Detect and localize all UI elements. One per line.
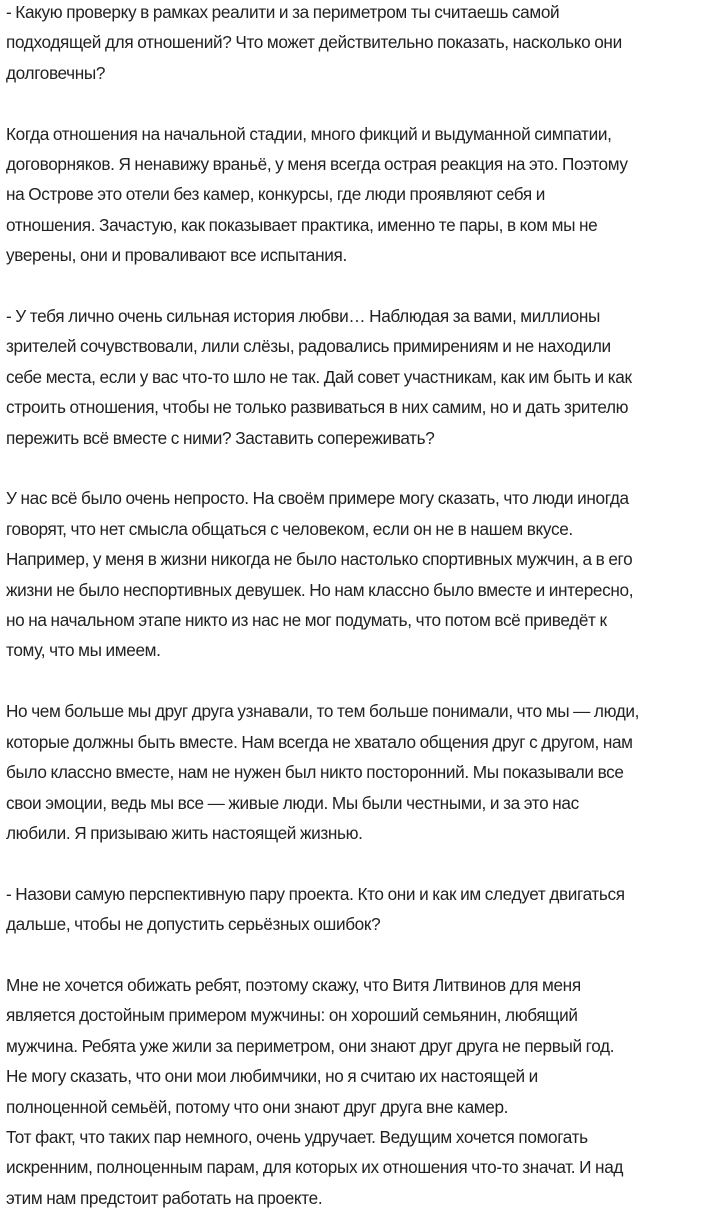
text-line: полноценной семьёй, потому что они знают друг друга вне камер. bbox=[6, 1096, 509, 1117]
text-line: себе места, если у вас что-то шло не так. Дай совет участникам, как им быть и как bbox=[6, 366, 632, 387]
text-line: Тот факт, что таких пар немного, очень удручает. Ведущим хочется помогать bbox=[6, 1126, 588, 1147]
text-line: говорят, что нет смысла общаться с человеком, если он не в нашем вкусе. bbox=[6, 518, 573, 539]
paragraph-gap bbox=[6, 453, 702, 483]
text-line: - У тебя лично очень сильная история любви… Наблюдая за вами, миллионы bbox=[6, 306, 600, 327]
answer-paragraph bbox=[6, 696, 702, 848]
text-line: У нас всё было очень непросто. На своём примере могу сказать, что люди иногда bbox=[6, 488, 629, 509]
text-line: жизни не было неспортивных девушек. Но нам классно было вместе и интересно, bbox=[6, 579, 634, 600]
text-line: зрителей сочувствовали, лили слёзы, радовались примирениям и не находили bbox=[6, 336, 611, 357]
text-line: этим нам предстоит работать на проекте. bbox=[6, 1187, 323, 1208]
text-line: Мне не хочется обижать ребят, поэтому скажу, что Витя Литвинов для меня bbox=[6, 974, 581, 995]
text-line: мужчина. Ребята уже жили за периметром, они знают друг друга не первый год. bbox=[6, 1035, 615, 1056]
text-line: Но чем больше мы друг друга узнавали, то тем больше понимали, что мы — люди, bbox=[6, 701, 640, 722]
text-line: на Острове это отели без камер, конкурсы, где люди проявляют себя и bbox=[6, 184, 545, 205]
paragraph-gap bbox=[6, 666, 702, 696]
text-line: дальше, чтобы не допустить серьёзных ошибок? bbox=[6, 914, 381, 935]
text-line: строить отношения, чтобы не только развиваться в них самим, но и дать зрителю bbox=[6, 397, 629, 418]
text-line: подходящей для отношений? Что может действительно показать, насколько они bbox=[6, 32, 622, 53]
text-line: долговечны? bbox=[6, 62, 106, 83]
paragraph-gap bbox=[6, 848, 702, 878]
answer-paragraph bbox=[6, 970, 702, 1122]
text-line: Например, у меня в жизни никогда не было настолько спортивных мужчин, а в его bbox=[6, 549, 633, 570]
text-line: Когда отношения на начальной стадии, много фикций и выдуманной симпатии, bbox=[6, 123, 612, 144]
text-line: которые должны быть вместе. Нам всегда не хватало общения друг с другом, нам bbox=[6, 731, 633, 752]
paragraph-gap bbox=[6, 940, 702, 970]
text-line: уверены, они и проваливают все испытания. bbox=[6, 245, 347, 266]
answer-paragraph bbox=[6, 483, 702, 665]
text-line: любили. Я призываю жить настоящей жизнью. bbox=[6, 822, 363, 843]
text-line: было классно вместе, нам не нужен был никто посторонний. Мы показывали все bbox=[6, 762, 624, 783]
answer-paragraph bbox=[6, 119, 702, 271]
text-line: свои эмоции, ведь мы все — живые люди. Мы были честными, и за это нас bbox=[6, 792, 579, 813]
text-line: является достойным примером мужчины: он хороший семьянин, любящий bbox=[6, 1005, 578, 1026]
paragraph-gap bbox=[6, 271, 702, 301]
answer-paragraph bbox=[6, 1122, 702, 1213]
text-line: искренним, полноценным парам, для которых их отношения что-то значат. И над bbox=[6, 1157, 624, 1178]
text-line: отношения. Зачастую, как показывает практика, именно те пары, в ком мы не bbox=[6, 214, 598, 235]
text-line: - Назови самую перспективную пару проекта. Кто они и как им следует двигаться bbox=[6, 883, 625, 904]
text-line: Не могу сказать, что они мои любимчики, но я считаю их настоящей и bbox=[6, 1066, 538, 1087]
question-paragraph bbox=[6, 0, 702, 88]
text-line: тому, что мы имеем. bbox=[6, 640, 161, 661]
text-line: договорняков. Я ненавижу враньё, у меня всегда острая реакция на это. Поэтому bbox=[6, 154, 628, 175]
paragraph-gap bbox=[6, 88, 702, 118]
question-paragraph bbox=[6, 879, 702, 940]
text-line: - Какую проверку в рамках реалити и за периметром ты считаешь самой bbox=[6, 2, 560, 22]
text-line: но на начальном этапе никто из нас не мог подумать, что потом всё приведёт к bbox=[6, 610, 607, 631]
question-paragraph bbox=[6, 301, 702, 453]
text-line: пережить всё вместе с ними? Заставить сопереживать? bbox=[6, 427, 435, 448]
